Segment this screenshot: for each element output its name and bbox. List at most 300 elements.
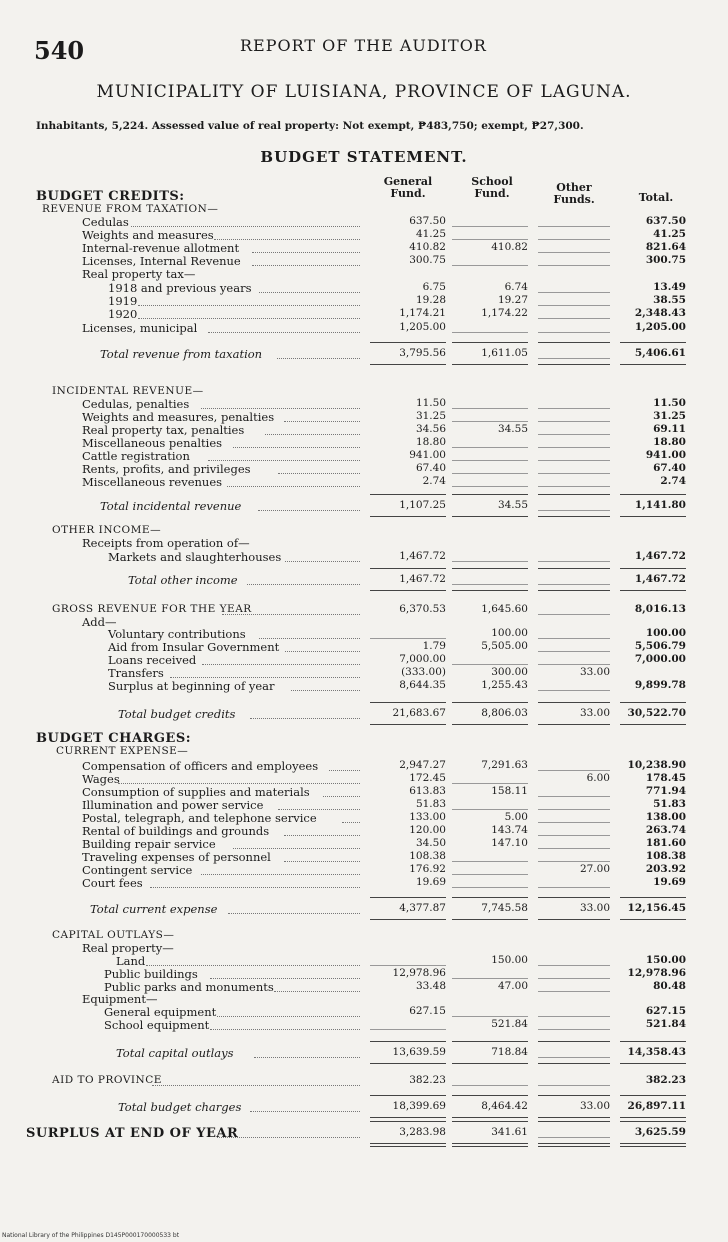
dot-leader bbox=[342, 822, 360, 823]
cell-value-g: 627.15 bbox=[409, 1005, 446, 1017]
total-rule bbox=[620, 1041, 686, 1042]
empty-cell-rule bbox=[452, 783, 528, 784]
cell-value-t: 637.50 bbox=[645, 215, 686, 227]
dot-leader bbox=[284, 861, 360, 862]
cell-value-g: 382.23 bbox=[409, 1074, 446, 1086]
empty-cell-rule bbox=[538, 460, 610, 461]
cell-value-t: 12,978.96 bbox=[627, 967, 686, 979]
row-label: Real property— bbox=[82, 941, 174, 955]
total-rule bbox=[538, 568, 610, 569]
row-label: Total revenue from taxation bbox=[100, 347, 263, 361]
total-rule bbox=[452, 342, 528, 343]
dot-leader bbox=[284, 421, 360, 422]
row-label: Total budget credits bbox=[118, 707, 236, 721]
total-rule bbox=[620, 516, 686, 517]
row-label: Transfers bbox=[108, 666, 164, 680]
dot-leader bbox=[208, 332, 360, 333]
total-rule bbox=[538, 516, 610, 517]
empty-cell-rule bbox=[452, 664, 528, 665]
column-header-school: School Fund. bbox=[471, 175, 513, 200]
cell-value-t: 5,506.79 bbox=[634, 640, 686, 652]
row-label: Contingent service bbox=[82, 863, 193, 877]
dot-leader bbox=[146, 965, 360, 966]
dot-leader bbox=[202, 664, 360, 665]
cell-value-t: 2.74 bbox=[660, 475, 686, 487]
total-rule bbox=[452, 1041, 528, 1042]
empty-cell-rule bbox=[538, 305, 610, 306]
cell-value-t: 14,358.43 bbox=[627, 1046, 686, 1058]
cell-value-t: 12,156.45 bbox=[627, 902, 686, 914]
row-label: SURPLUS AT END OF YEAR bbox=[26, 1126, 239, 1141]
row-label: Traveling expenses of personnel bbox=[82, 850, 271, 864]
cell-value-t: 2,348.43 bbox=[634, 307, 686, 319]
cell-value-g: 34.56 bbox=[415, 423, 446, 435]
cell-value-s: 150.00 bbox=[491, 954, 528, 966]
cell-value-t: 203.92 bbox=[645, 863, 686, 875]
row-label: Loans received bbox=[108, 653, 197, 667]
dot-leader bbox=[131, 226, 360, 227]
total-rule bbox=[538, 364, 610, 365]
dot-leader bbox=[291, 690, 360, 691]
total-rule bbox=[538, 1143, 610, 1144]
row-label: CAPITAL OUTLAYS— bbox=[52, 929, 175, 941]
cell-value-t: 138.00 bbox=[645, 811, 686, 823]
row-label: BUDGET CHARGES: bbox=[36, 731, 192, 746]
cell-value-g: 637.50 bbox=[409, 215, 446, 227]
row-label: General equipment bbox=[104, 1005, 217, 1019]
cell-value-t: 382.23 bbox=[645, 1074, 686, 1086]
total-rule bbox=[620, 702, 686, 703]
dot-leader bbox=[323, 796, 360, 797]
row-label: Equipment— bbox=[82, 992, 158, 1006]
empty-cell-rule bbox=[370, 1029, 446, 1030]
total-rule bbox=[452, 590, 528, 591]
dot-leader bbox=[118, 783, 360, 784]
cell-value-t: 1,467.72 bbox=[634, 573, 686, 585]
dot-leader bbox=[208, 460, 360, 461]
total-rule bbox=[452, 919, 528, 920]
row-label: Wages bbox=[82, 772, 120, 786]
cell-value-t: 178.45 bbox=[645, 772, 686, 784]
empty-cell-rule bbox=[538, 664, 610, 665]
total-rule bbox=[370, 516, 446, 517]
total-rule bbox=[538, 342, 610, 343]
total-rule bbox=[370, 1143, 446, 1144]
dot-leader bbox=[227, 486, 360, 487]
row-label: Total other income bbox=[128, 573, 238, 587]
statement-title: BUDGET STATEMENT. bbox=[260, 148, 468, 166]
empty-cell-rule bbox=[538, 486, 610, 487]
total-rule bbox=[538, 1121, 610, 1122]
dot-leader bbox=[170, 677, 360, 678]
cell-value-g: 613.83 bbox=[409, 785, 446, 797]
cell-value-t: 18.80 bbox=[653, 436, 686, 448]
row-label: Real property tax— bbox=[82, 267, 196, 281]
cell-value-g: 33.48 bbox=[415, 980, 446, 992]
cell-value-g: 3,795.56 bbox=[399, 347, 446, 359]
row-label: Total incidental revenue bbox=[100, 499, 242, 513]
total-rule bbox=[370, 1117, 446, 1118]
total-rule bbox=[538, 1095, 610, 1096]
row-label: REVENUE FROM TAXATION— bbox=[42, 203, 219, 215]
total-rule bbox=[370, 494, 446, 495]
cell-value-t: 69.11 bbox=[653, 423, 686, 435]
cell-value-s: 5.00 bbox=[504, 811, 528, 823]
cell-value-t: 80.48 bbox=[653, 980, 686, 992]
empty-cell-rule bbox=[538, 861, 610, 862]
total-rule bbox=[452, 1143, 528, 1144]
empty-cell-rule bbox=[452, 226, 528, 227]
dot-leader bbox=[278, 809, 360, 810]
cell-value-g: 3,283.98 bbox=[399, 1126, 446, 1138]
dot-leader bbox=[285, 651, 360, 652]
cell-value-g: 1.79 bbox=[422, 640, 446, 652]
inhabitants-line: Inhabitants, 5,224. Assessed value of real property: Not exempt, ₱483,750; exempt, ₱27,300. bbox=[36, 120, 584, 132]
empty-cell-rule bbox=[538, 332, 610, 333]
column-header-total: Total. bbox=[638, 191, 674, 204]
empty-cell-rule bbox=[452, 861, 528, 862]
cell-value-t: 300.75 bbox=[645, 254, 686, 266]
total-rule bbox=[370, 590, 446, 591]
total-rule bbox=[620, 1121, 686, 1122]
cell-value-t: 10,238.90 bbox=[627, 759, 686, 771]
row-label: Cattle registration bbox=[82, 449, 190, 463]
cell-value-g: 2,947.27 bbox=[399, 759, 446, 771]
cell-value-s: 34.55 bbox=[497, 499, 528, 511]
cell-value-t: 41.25 bbox=[653, 228, 686, 240]
dot-leader bbox=[259, 292, 360, 293]
row-label: Total budget charges bbox=[118, 1100, 242, 1114]
empty-cell-rule bbox=[538, 796, 610, 797]
empty-cell-rule bbox=[538, 1029, 610, 1030]
cell-value-g: 1,107.25 bbox=[399, 499, 446, 511]
cell-value-s: 300.00 bbox=[491, 666, 528, 678]
empty-cell-rule bbox=[452, 473, 528, 474]
cell-value-t: 821.64 bbox=[645, 241, 686, 253]
cell-value-g: 176.92 bbox=[409, 863, 446, 875]
cell-value-t: 1,141.80 bbox=[634, 499, 686, 511]
dot-leader bbox=[222, 614, 360, 615]
empty-cell-rule bbox=[538, 265, 610, 266]
total-rule bbox=[620, 364, 686, 365]
dot-leader bbox=[250, 1111, 360, 1112]
running-header: REPORT OF THE AUDITOR bbox=[240, 36, 487, 55]
cell-value-s: 34.55 bbox=[497, 423, 528, 435]
cell-value-s: 521.84 bbox=[491, 1018, 528, 1030]
cell-value-t: 100.00 bbox=[645, 627, 686, 639]
total-rule bbox=[370, 1095, 446, 1096]
cell-value-t: 627.15 bbox=[645, 1005, 686, 1017]
cell-value-o: 33.00 bbox=[579, 666, 610, 678]
cell-value-g: 1,205.00 bbox=[399, 321, 446, 333]
row-label: INCIDENTAL REVENUE— bbox=[52, 385, 204, 397]
cell-value-s: 8,464.42 bbox=[481, 1100, 528, 1112]
cell-value-s: 1,255.43 bbox=[481, 679, 528, 691]
row-label: Aid from Insular Government bbox=[108, 640, 280, 654]
empty-cell-rule bbox=[452, 447, 528, 448]
cell-value-s: 7,291.63 bbox=[481, 759, 528, 771]
empty-cell-rule bbox=[538, 239, 610, 240]
row-label: Internal-revenue allotment bbox=[82, 241, 240, 255]
column-header-other: Other Funds. bbox=[553, 181, 595, 206]
total-rule bbox=[620, 1095, 686, 1096]
cell-value-s: 6.74 bbox=[504, 281, 528, 293]
total-rule bbox=[538, 590, 610, 591]
row-label: Licenses, Internal Revenue bbox=[82, 254, 241, 268]
empty-cell-rule bbox=[452, 460, 528, 461]
total-rule bbox=[370, 1146, 446, 1147]
total-rule bbox=[620, 919, 686, 920]
dot-leader bbox=[265, 434, 360, 435]
dot-leader bbox=[210, 1029, 360, 1030]
cell-value-t: 26,897.11 bbox=[627, 1100, 686, 1112]
row-label: Building repair service bbox=[82, 837, 216, 851]
cell-value-g: 7,000.00 bbox=[399, 653, 446, 665]
total-rule bbox=[538, 1041, 610, 1042]
cell-value-g: 172.45 bbox=[409, 772, 446, 784]
dot-leader bbox=[201, 408, 360, 409]
dot-leader bbox=[152, 1085, 360, 1086]
total-rule bbox=[538, 494, 610, 495]
row-label: Consumption of supplies and materials bbox=[82, 785, 310, 799]
empty-cell-rule bbox=[538, 473, 610, 474]
empty-cell-rule bbox=[452, 421, 528, 422]
total-rule bbox=[452, 364, 528, 365]
cell-value-o: 33.00 bbox=[579, 1100, 610, 1112]
cell-value-t: 51.83 bbox=[653, 798, 686, 810]
cell-value-g: 4,377.87 bbox=[399, 902, 446, 914]
dot-leader bbox=[258, 510, 360, 511]
row-label: BUDGET CREDITS: bbox=[36, 189, 185, 204]
cell-value-g: 941.00 bbox=[409, 449, 446, 461]
cell-value-t: 7,000.00 bbox=[634, 653, 686, 665]
total-rule bbox=[538, 724, 610, 725]
empty-cell-rule bbox=[538, 252, 610, 253]
dot-leader bbox=[284, 835, 360, 836]
row-label: Weights and measures, penalties bbox=[82, 410, 275, 424]
cell-value-s: 158.11 bbox=[491, 785, 528, 797]
dot-leader bbox=[214, 239, 360, 240]
row-label: 1918 and previous years bbox=[108, 281, 252, 295]
total-rule bbox=[538, 919, 610, 920]
row-label: Rents, profits, and privileges bbox=[82, 462, 251, 476]
total-rule bbox=[452, 1095, 528, 1096]
empty-cell-rule bbox=[452, 874, 528, 875]
empty-cell-rule bbox=[538, 318, 610, 319]
row-label: Land bbox=[116, 954, 146, 968]
cell-value-s: 100.00 bbox=[491, 627, 528, 639]
row-label: Cedulas, penalties bbox=[82, 397, 190, 411]
row-label: Voluntary contributions bbox=[108, 627, 246, 641]
cell-value-s: 8,806.03 bbox=[481, 707, 528, 719]
cell-value-t: 263.74 bbox=[645, 824, 686, 836]
empty-cell-rule bbox=[452, 584, 528, 585]
cell-value-t: 5,406.61 bbox=[634, 347, 686, 359]
total-rule bbox=[452, 1063, 528, 1064]
dot-leader bbox=[217, 1016, 360, 1017]
empty-cell-rule bbox=[452, 332, 528, 333]
cell-value-s: 1,645.60 bbox=[481, 603, 528, 615]
empty-cell-rule bbox=[538, 421, 610, 422]
empty-cell-rule bbox=[452, 408, 528, 409]
dot-leader bbox=[250, 718, 360, 719]
empty-cell-rule bbox=[538, 292, 610, 293]
cell-value-t: 1,467.72 bbox=[634, 550, 686, 562]
total-rule bbox=[538, 897, 610, 898]
cell-value-s: 47.00 bbox=[497, 980, 528, 992]
cell-value-t: 11.50 bbox=[653, 397, 686, 409]
total-rule bbox=[620, 1143, 686, 1144]
empty-cell-rule bbox=[538, 1016, 610, 1017]
empty-cell-rule bbox=[538, 978, 610, 979]
total-rule bbox=[452, 516, 528, 517]
total-rule bbox=[370, 568, 446, 569]
row-label: Rental of buildings and grounds bbox=[82, 824, 270, 838]
total-rule bbox=[370, 897, 446, 898]
cell-value-t: 8,016.13 bbox=[634, 603, 686, 615]
empty-cell-rule bbox=[538, 561, 610, 562]
dot-leader bbox=[254, 1057, 360, 1058]
dot-leader bbox=[274, 991, 360, 992]
empty-cell-rule bbox=[538, 1137, 610, 1138]
empty-cell-rule bbox=[538, 809, 610, 810]
empty-cell-rule bbox=[538, 584, 610, 585]
row-label: School equipment bbox=[104, 1018, 210, 1032]
empty-cell-rule bbox=[452, 486, 528, 487]
cell-value-s: 143.74 bbox=[491, 824, 528, 836]
total-rule bbox=[370, 342, 446, 343]
row-label: Receipts from operation of— bbox=[82, 536, 250, 550]
empty-cell-rule bbox=[370, 965, 446, 966]
empty-cell-rule bbox=[452, 887, 528, 888]
cell-value-g: 21,683.67 bbox=[392, 707, 446, 719]
dot-leader bbox=[233, 447, 360, 448]
row-label: Compensation of officers and employees bbox=[82, 759, 319, 773]
empty-cell-rule bbox=[538, 887, 610, 888]
total-rule bbox=[370, 702, 446, 703]
dot-leader bbox=[228, 913, 360, 914]
total-rule bbox=[452, 568, 528, 569]
cell-value-s: 19.27 bbox=[497, 294, 528, 306]
dot-leader bbox=[329, 770, 360, 771]
row-label: 1920 bbox=[108, 307, 138, 321]
cell-value-s: 1,611.05 bbox=[481, 347, 528, 359]
page-number: 540 bbox=[34, 36, 85, 65]
empty-cell-rule bbox=[538, 1057, 610, 1058]
row-label: Real property tax, penalties bbox=[82, 423, 245, 437]
cell-value-s: 410.82 bbox=[491, 241, 528, 253]
row-label: GROSS REVENUE FOR THE YEAR bbox=[52, 603, 252, 615]
total-rule bbox=[538, 1063, 610, 1064]
dot-leader bbox=[138, 318, 360, 319]
cell-value-o: 6.00 bbox=[586, 772, 610, 784]
dot-leader bbox=[277, 358, 360, 359]
empty-cell-rule bbox=[538, 770, 610, 771]
empty-cell-rule bbox=[452, 239, 528, 240]
row-label: Miscellaneous penalties bbox=[82, 436, 223, 450]
empty-cell-rule bbox=[538, 408, 610, 409]
total-rule bbox=[370, 919, 446, 920]
municipality-title: MUNICIPALITY OF LUISIANA, PROVINCE OF LAGUNA. bbox=[96, 82, 632, 102]
cell-value-g: 12,978.96 bbox=[392, 967, 446, 979]
row-label: Total capital outlays bbox=[116, 1046, 234, 1060]
cell-value-t: 67.40 bbox=[653, 462, 686, 474]
cell-value-t: 181.60 bbox=[645, 837, 686, 849]
row-label: CURRENT EXPENSE— bbox=[56, 745, 189, 757]
row-label: Weights and measures bbox=[82, 228, 214, 242]
cell-value-t: 31.25 bbox=[653, 410, 686, 422]
dot-leader bbox=[278, 473, 360, 474]
cell-value-g: (333.00) bbox=[401, 666, 446, 678]
total-rule bbox=[452, 1117, 528, 1118]
cell-value-g: 108.38 bbox=[409, 850, 446, 862]
empty-cell-rule bbox=[452, 561, 528, 562]
cell-value-o: 33.00 bbox=[579, 707, 610, 719]
row-label: Illumination and power service bbox=[82, 798, 264, 812]
dot-leader bbox=[233, 848, 360, 849]
total-rule bbox=[538, 702, 610, 703]
total-rule bbox=[620, 897, 686, 898]
empty-cell-rule bbox=[452, 1085, 528, 1086]
total-rule bbox=[370, 724, 446, 725]
row-label: Court fees bbox=[82, 876, 143, 890]
total-rule bbox=[452, 702, 528, 703]
empty-cell-rule bbox=[452, 809, 528, 810]
total-rule bbox=[452, 897, 528, 898]
empty-cell-rule bbox=[452, 265, 528, 266]
cell-value-s: 341.61 bbox=[491, 1126, 528, 1138]
row-label: Cedulas bbox=[82, 215, 129, 229]
cell-value-g: 18,399.69 bbox=[392, 1100, 446, 1112]
cell-value-s: 147.10 bbox=[491, 837, 528, 849]
total-rule bbox=[620, 590, 686, 591]
cell-value-t: 3,625.59 bbox=[634, 1126, 686, 1138]
dot-leader bbox=[285, 561, 360, 562]
column-header-general: General Fund. bbox=[383, 175, 433, 200]
cell-value-g: 11.50 bbox=[415, 397, 446, 409]
total-rule bbox=[538, 1117, 610, 1118]
total-rule bbox=[452, 1146, 528, 1147]
cell-value-g: 1,467.72 bbox=[399, 550, 446, 562]
row-label: 1919 bbox=[108, 294, 138, 308]
row-label: Licenses, municipal bbox=[82, 321, 198, 335]
cell-value-g: 19.28 bbox=[415, 294, 446, 306]
dot-leader bbox=[217, 1137, 360, 1138]
empty-cell-rule bbox=[452, 1016, 528, 1017]
total-rule bbox=[620, 494, 686, 495]
cell-value-g: 1,174.21 bbox=[399, 307, 446, 319]
total-rule bbox=[620, 342, 686, 343]
total-rule bbox=[538, 1146, 610, 1147]
cell-value-t: 1,205.00 bbox=[634, 321, 686, 333]
dot-leader bbox=[201, 874, 360, 875]
total-rule bbox=[452, 1121, 528, 1122]
cell-value-g: 67.40 bbox=[415, 462, 446, 474]
dot-leader bbox=[150, 887, 360, 888]
empty-cell-rule bbox=[538, 835, 610, 836]
cell-value-s: 718.84 bbox=[491, 1046, 528, 1058]
cell-value-s: 7,745.58 bbox=[481, 902, 528, 914]
empty-cell-rule bbox=[538, 690, 610, 691]
cell-value-t: 771.94 bbox=[645, 785, 686, 797]
cell-value-t: 30,522.70 bbox=[627, 707, 686, 719]
total-rule bbox=[620, 568, 686, 569]
total-rule bbox=[452, 494, 528, 495]
cell-value-t: 150.00 bbox=[645, 954, 686, 966]
cell-value-s: 5,505.00 bbox=[481, 640, 528, 652]
row-label: AID TO PROVINCE bbox=[52, 1074, 162, 1086]
empty-cell-rule bbox=[538, 651, 610, 652]
